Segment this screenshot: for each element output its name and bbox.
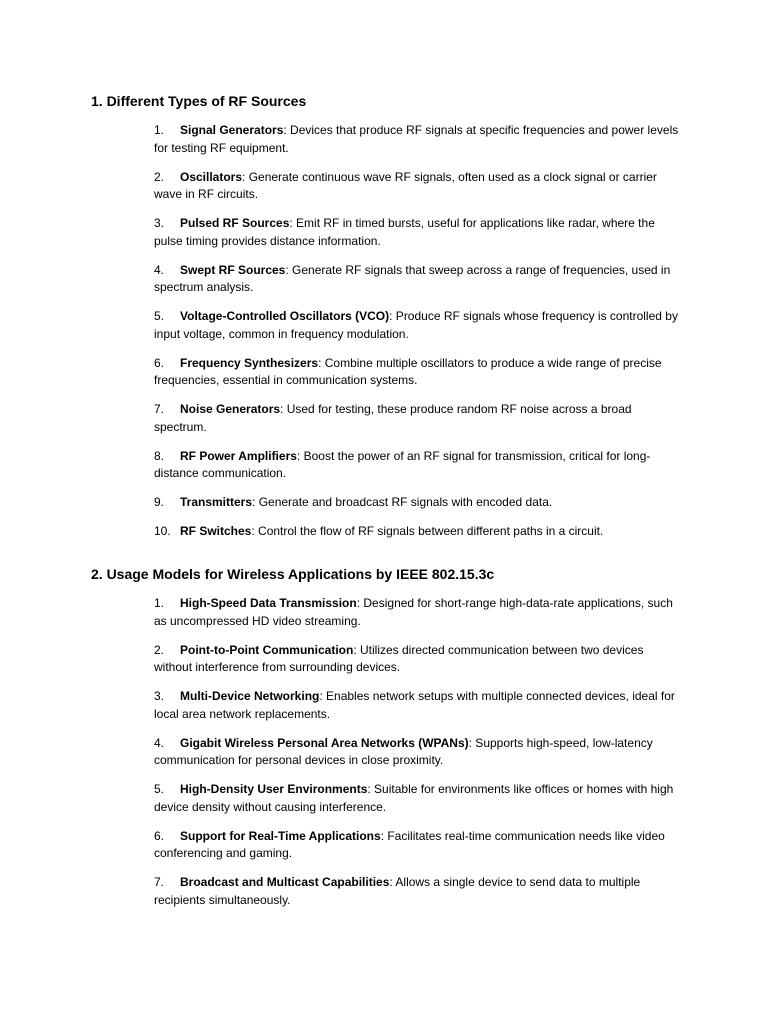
item-description: : Suitable for environments like offices or homes with high device density without causing interference. <box>154 782 674 814</box>
list-item <box>154 169 684 204</box>
item-term: Swept RF Sources <box>180 262 286 277</box>
item-term: Point-to-Point Communication <box>180 642 354 657</box>
item-term: Support for Real-Time Applications <box>180 828 381 843</box>
list-item <box>154 874 684 909</box>
item-term: Frequency Synthesizers <box>180 355 319 370</box>
item-description: : Designed for short-range high-data-rate applications, such as uncompressed HD video streaming. <box>154 596 673 628</box>
item-description: : Emit RF in timed bursts, useful for applications like radar, where the pulse timing provides distance information. <box>154 216 655 248</box>
item-term: RF Power Amplifiers <box>180 448 297 463</box>
item-term: Signal Generators <box>180 123 284 137</box>
item-number: 5. <box>154 782 165 796</box>
list-item <box>154 262 684 297</box>
list-item <box>154 781 684 816</box>
item-number: 5. <box>154 309 165 323</box>
section-rf-sources <box>0 93 768 552</box>
item-description: : Utilizes directed communication between two devices without interference from surrounding devices. <box>154 642 644 674</box>
item-description: : Enables network setups with multiple connected devices, ideal for local area network replacements. <box>154 689 675 721</box>
list-item <box>154 688 684 723</box>
item-number: 2. <box>154 642 165 657</box>
usage-models-list <box>154 595 684 909</box>
list-item <box>154 122 684 157</box>
item-number: 3. <box>154 689 165 703</box>
item-number: 9. <box>154 495 165 509</box>
section-heading: 2. Usage Models for Wireless Applications by IEEE 802.15.3c <box>91 566 495 582</box>
item-description: : Generate RF signals that sweep across a range of frequencies, used in spectrum analysis. <box>154 262 671 294</box>
item-description: : Generate and broadcast RF signals with encoded data. <box>252 495 553 509</box>
item-number: 1. <box>154 123 165 137</box>
item-number: 6. <box>154 828 165 843</box>
item-number: 7. <box>154 402 165 416</box>
item-term: RF Switches <box>180 524 252 538</box>
list-item <box>154 595 684 630</box>
list-item <box>154 523 684 541</box>
item-term: Multi-Device Networking <box>180 689 320 703</box>
item-number: 6. <box>154 355 165 370</box>
list-item <box>154 642 684 677</box>
item-description: : Generate continuous wave RF signals, often used as a clock signal or carrier wave in RF circuits. <box>154 169 657 201</box>
item-term: High-Speed Data Transmission <box>180 596 357 610</box>
item-term: Oscillators <box>180 169 243 184</box>
item-term: Gigabit Wireless Personal Area Networks (WPANs) <box>180 735 469 750</box>
item-description: : Boost the power of an RF signal for transmission, critical for long-distance communication. <box>154 448 651 480</box>
item-description: : Control the flow of RF signals between different paths in a circuit. <box>251 524 604 538</box>
item-number: 1. <box>154 596 165 610</box>
section-heading: 1. Different Types of RF Sources <box>91 93 307 109</box>
item-term: Broadcast and Multicast Capabilities <box>180 875 390 889</box>
rf-sources-list <box>154 122 684 541</box>
item-description: : Supports high-speed, low-latency communication for personal devices in close proximity. <box>154 735 653 767</box>
item-term: Transmitters <box>180 495 253 509</box>
item-number: 3. <box>154 216 165 230</box>
item-description: : Combine multiple oscillators to produce a wide range of precise frequencies, essential in communication systems. <box>154 355 662 387</box>
item-description: : Facilitates real-time communication needs like video conferencing and gaming. <box>154 828 665 860</box>
item-term: Noise Generators <box>180 402 281 416</box>
item-description: : Devices that produce RF signals at specific frequencies and power levels for testing RF equipment. <box>154 123 679 155</box>
item-number: 4. <box>154 262 165 277</box>
item-number: 4. <box>154 735 165 750</box>
item-number: 10. <box>154 524 171 538</box>
item-term: Pulsed RF Sources <box>180 216 290 230</box>
list-item <box>154 735 684 770</box>
item-number: 8. <box>154 448 165 463</box>
item-description: : Produce RF signals whose frequency is controlled by input voltage, common in frequency modulation. <box>154 309 678 341</box>
list-item <box>154 401 684 436</box>
list-item <box>154 215 684 250</box>
item-number: 2. <box>154 169 165 184</box>
list-item <box>154 448 684 483</box>
item-description: : Allows a single device to send data to multiple recipients simultaneously. <box>154 875 641 907</box>
section-ieee-usage-models <box>0 566 768 921</box>
list-item <box>154 828 684 863</box>
item-term: High-Density User Environments <box>180 782 368 796</box>
list-item <box>154 355 684 390</box>
item-term: Voltage-Controlled Oscillators (VCO) <box>180 309 390 323</box>
item-description: : Used for testing, these produce random RF noise across a broad spectrum. <box>154 402 632 434</box>
list-item <box>154 308 684 343</box>
item-number: 7. <box>154 875 165 889</box>
list-item <box>154 494 684 512</box>
